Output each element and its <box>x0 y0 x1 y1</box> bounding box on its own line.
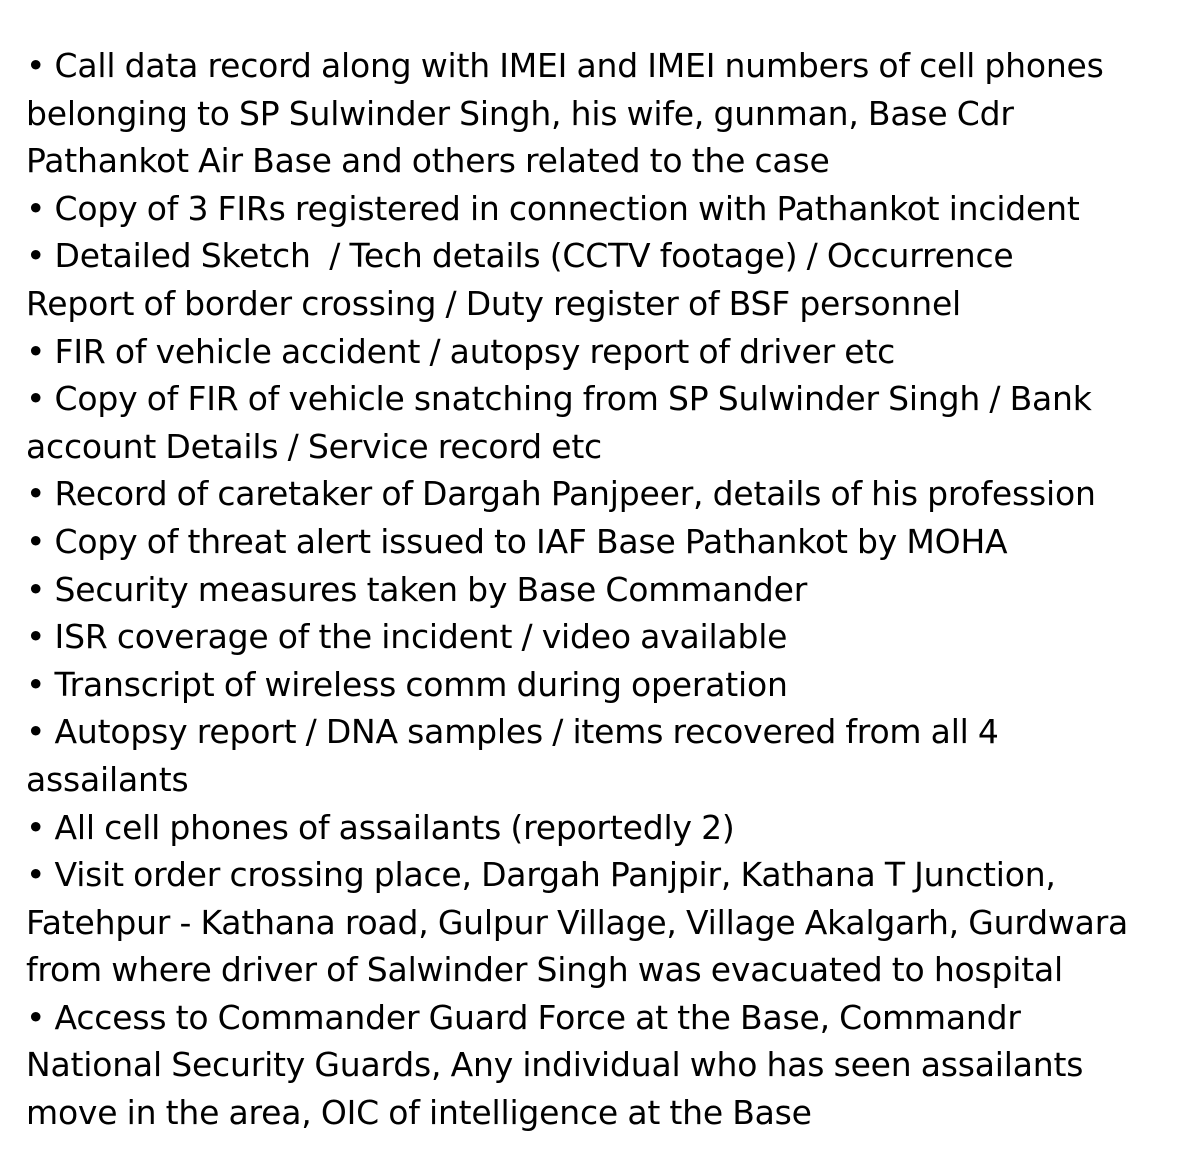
list-item <box>26 42 1186 185</box>
list-item <box>26 328 1186 376</box>
list-item <box>26 518 1186 566</box>
list-item-line: • Copy of threat alert issued to IAF Base Pathankot by MOHA <box>26 521 1008 561</box>
list-item-line: Pathankot Air Base and others related to the case <box>26 141 830 181</box>
list-item-line: • All cell phones of assailants (reportedly 2) <box>26 807 735 847</box>
list-item <box>26 375 1186 470</box>
list-item-line: • ISR coverage of the incident / video available <box>26 617 788 657</box>
list-item-line: move in the area, OIC of intelligence at the Base <box>26 1093 812 1133</box>
list-item-line: assailants <box>26 759 189 799</box>
list-item-line: Report of border crossing / Duty register of BSF personnel <box>26 283 962 323</box>
list-item <box>26 994 1186 1137</box>
list-item-line: • Access to Commander Guard Force at the Base, Commandr <box>26 997 1021 1037</box>
list-item <box>26 661 1186 709</box>
list-item-line: National Security Guards, Any individual who has seen assailants <box>26 1045 1084 1085</box>
list-item <box>26 851 1186 994</box>
list-item-line: • Record of caretaker of Dargah Panjpeer, details of his profession <box>26 474 1096 514</box>
list-item <box>26 185 1186 233</box>
list-item-line: account Details / Service record etc <box>26 426 602 466</box>
list-item <box>26 708 1186 803</box>
list-item <box>26 232 1186 327</box>
list-item-line: • Autopsy report / DNA samples / items recovered from all 4 <box>26 712 999 752</box>
list-item-line: belonging to SP Sulwinder Singh, his wife, gunman, Base Cdr <box>26 93 1014 133</box>
list-item-line: • Security measures taken by Base Commander <box>26 569 808 609</box>
list-item <box>26 470 1186 518</box>
list-item-line: • Copy of 3 FIRs registered in connection with Pathankot incident <box>26 188 1080 228</box>
list-item <box>26 804 1186 852</box>
list-item-line: • Visit order crossing place, Dargah Panjpir, Kathana T Junction, <box>26 855 1056 895</box>
list-item-line: from where driver of Salwinder Singh was evacuated to hospital <box>26 950 1063 990</box>
list-item-line: Fatehpur - Kathana road, Gulpur Village, Village Akalgarh, Gurdwara <box>26 902 1129 942</box>
list-item <box>26 613 1186 661</box>
list-item-line: • FIR of vehicle accident / autopsy report of driver etc <box>26 331 896 371</box>
list-item-line: • Call data record along with IMEI and IMEI numbers of cell phones <box>26 46 1104 85</box>
document-body <box>26 42 1186 1137</box>
list-item-line: • Detailed Sketch / Tech details (CCTV footage) / Occurrence <box>26 236 1014 276</box>
list-item-line: • Copy of FIR of vehicle snatching from SP Sulwinder Singh / Bank <box>26 379 1092 419</box>
list-item-line: • Transcript of wireless comm during operation <box>26 664 788 704</box>
list-item <box>26 566 1186 614</box>
